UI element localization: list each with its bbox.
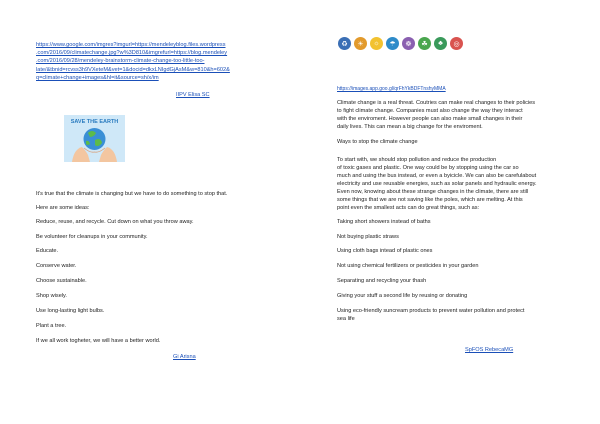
source-url-line-5[interactable]: q=climate+change+images&hl=it&source=sh/x/im [36,75,159,81]
act-item: Using eco-friendly suncream products to prevent water pollution and protect [337,308,525,314]
act-item: Taking short showers instead of baths [337,219,431,225]
source-url-line-1[interactable]: https://www.google.com/imgres?imgurl=https://mendeleyblog.files.wordpress [36,42,226,48]
climate-intro-line: to fight climate change. Companies must also change the way they interact [337,108,523,114]
body-line: Even now, knowing about these strange changes in the climate, there are still [337,189,529,195]
bulb-icon: ☀ [354,37,367,50]
idea-item: If we all work togheter, we will have a better world. [36,338,161,344]
act-item: Separating and recycling your thash [337,278,427,284]
act-item: Not buying plastic straws [337,234,399,240]
author-bottom[interactable]: Gi Arisna [173,354,196,360]
idea-item: Choose sustainable. [36,278,87,284]
sun-icon: ☼ [370,37,383,50]
globe-icon: ◎ [450,37,463,50]
save-the-earth-image [64,115,125,162]
idea-item: Plant a tree. [36,323,67,329]
earth-hands-icon [64,115,125,162]
idea-item: Shop wisely. [36,293,67,299]
author-right[interactable]: SpFOS RebecaMG [465,347,514,353]
climate-intro-line: with the enviroment. However people can also make small changes in their [337,116,523,122]
recycle-icon: ♻ [338,37,351,50]
body-line: To start with, we should stop pollution and reduce the production [337,157,497,163]
leaf-icon: ☘ [418,37,431,50]
climate-intro-line: daily lives. This can mean a big change for the enviroment. [337,124,483,130]
act-item: Using cloth bags intead of plastic ones [337,248,433,254]
climate-intro-line: Climate change is a real threat. Coutries can make real changes to their policies [337,100,536,106]
source-url-line-4[interactable]: late/&tbnid=rcvss3h9VXeteM&vet=1&docid=dkxLNIgdGjAsM&w=810&h=602& [36,67,230,73]
image-url[interactable]: https://images.app.goo.gl/qrFhYkBDFTnshyMMA [337,86,446,92]
author-top[interactable]: IIPV Elisa SC [176,92,210,98]
body-line: of toxic gases and plastic. One way could be by stopping using the car so [337,165,519,171]
idea-item: Reduce, reuse, and recycle. Cut down on what you throw away. [36,219,194,225]
idea-item: Educate. [36,248,59,254]
ideas-heading: Here are some ideas: [36,205,90,211]
act-item: Not using chemical fertilizers or pesticides in your garden [337,263,479,269]
act-item-tail: sea life [337,316,355,322]
act-item: Giving your stuff a second life by reusing or donating [337,293,468,299]
environment-icons-row [338,37,463,50]
source-url-line-2[interactable]: .com/2016/09/climatechange.jpg?w%3D810&imgrefurl=https://blog.mendeley [36,50,228,56]
body-line: electricity and use reusable energies, such as solar panels and hydraulic energy. [337,181,537,187]
tree-icon: ♣ [434,37,447,50]
idea-item: Use long-lasting light bulbs. [36,308,105,314]
wind-icon: ☸ [402,37,415,50]
idea-item: Be volunteer for cleanups in your community. [36,234,148,240]
earth-caption: SAVE THE EARTH [70,119,119,125]
body-line: some things that we are not saving like the poles, which are melting. At this [337,197,523,203]
water-drop-icon: ☂ [386,37,399,50]
left-intro: It's true that the climate is changing but we have to do something to stop that. [36,191,228,197]
body-line: much and using the bus instead, or even a byicicle. We can also be carefulabout [337,173,537,179]
idea-item: Conserve water. [36,263,77,269]
body-line: point even the smallest acts can do great things, such as: [337,205,480,211]
source-url-line-3[interactable]: .com/2016/09/28/mendeley-brainstorm-climate-change-too-little-too- [36,58,205,64]
ways-heading: Ways to stop the climate change [337,139,418,145]
